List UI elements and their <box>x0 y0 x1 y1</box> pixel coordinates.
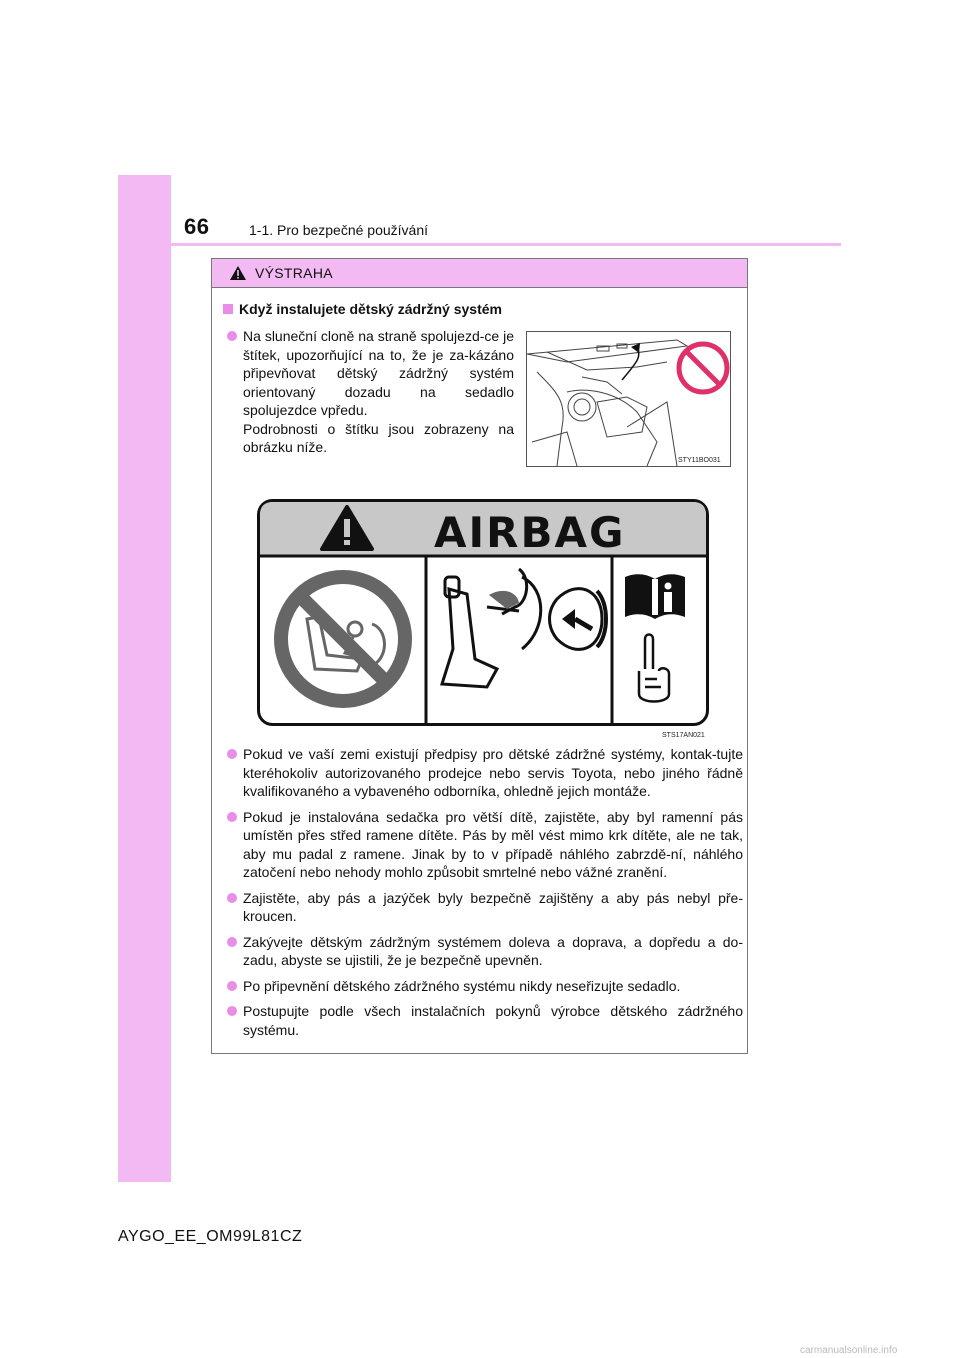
warning-title: VÝSTRAHA <box>255 265 333 281</box>
warning-header <box>212 259 747 288</box>
list-item-text: Postupujte podle všech instalačních pokynů výrobce dětského zádržného systému. <box>243 1003 743 1038</box>
square-bullet-icon <box>223 304 233 314</box>
bullet-dot-icon <box>227 893 237 903</box>
bullet-dot-icon <box>227 937 237 947</box>
intro-paragraph: Na sluneční cloně na straně spolujezd-ce je štítek, upozorňující na to, že je za-kázáno připevňovat dětský zádržný systém orientovaný dozadu na sedadlo spolujezdce vpředu. Podrobnosti o štítku jsou zobrazeny na obrázku níže. <box>243 328 514 455</box>
list-item <box>227 889 743 926</box>
airbag-label-illustration <box>257 499 709 739</box>
header-rule <box>171 243 841 246</box>
warning-subheading-text: Když instalujete dětský zádržný systém <box>239 301 502 317</box>
bullet-dot-icon <box>227 331 237 341</box>
list-item-text: Pokud ve vaší zemi existují předpisy pro dětské zádržné systémy, kontak-tujte kteréhokoliv autorizovaného prodejce nebo servis Toyota, nebo jiného řádně kvalifikovaného a vybaveného odborníka, ohledně jejich montáže. <box>243 746 743 799</box>
airbag-label-text: AIRBAG <box>434 508 626 557</box>
list-item <box>227 1002 743 1039</box>
watermark: carmanualsonline.info <box>800 1345 898 1356</box>
list-item-text: Zakývejte dětským zádržným systémem doleva a doprava, a dopředu a do-zadu, abyste se ujistili, že je bezpečně upevněn. <box>243 933 743 968</box>
list-item <box>227 977 743 996</box>
figure1-code: STY11BO031 <box>678 457 721 464</box>
warning-subheading <box>223 301 502 317</box>
airbag-label-figure <box>257 499 709 739</box>
footer-document-code: AYGO_EE_OM99L81CZ <box>118 1228 303 1245</box>
warning-list <box>227 745 743 1046</box>
list-item-text: Pokud je instalována sedačka pro větší dítě, zajistěte, aby byl ramenní pás umístěn přes střed ramene dítěte. Pás by měl vést mimo krk dítěte, ale ne tak, aby mu padal z ramene. Jinak by to v případě náhlého zabrzdě-ní, náhlého zatočení nebo nehody mohlo způsobit smrtelné nebo vážné zranění. <box>243 808 743 880</box>
page-number: 66 <box>184 214 210 239</box>
warning-triangle-icon <box>229 265 247 281</box>
bullet-dot-icon <box>227 981 237 991</box>
section-title: 1-1. Pro bezpečné používání <box>249 222 429 238</box>
bullet-dot-icon <box>227 1006 237 1016</box>
list-item <box>227 808 743 882</box>
sun-visor-illustration <box>527 332 730 466</box>
sun-visor-figure <box>526 331 731 467</box>
bullet-dot-icon <box>227 749 237 759</box>
list-item <box>227 745 743 801</box>
chapter-sidebar-tab <box>118 175 171 1182</box>
bullet-dot-icon <box>227 812 237 822</box>
list-item-text: Po připevnění dětského zádržného systému nikdy neseřizujte sedadlo. <box>243 977 681 994</box>
list-item-text: Zajistěte, aby pás a jazýček byly bezpečně zajištěny a aby pás nebyl pře-kroucen. <box>243 889 743 924</box>
warning-box <box>211 258 748 1054</box>
figure2-code: STS17AN021 <box>662 732 705 739</box>
list-item <box>227 933 743 970</box>
